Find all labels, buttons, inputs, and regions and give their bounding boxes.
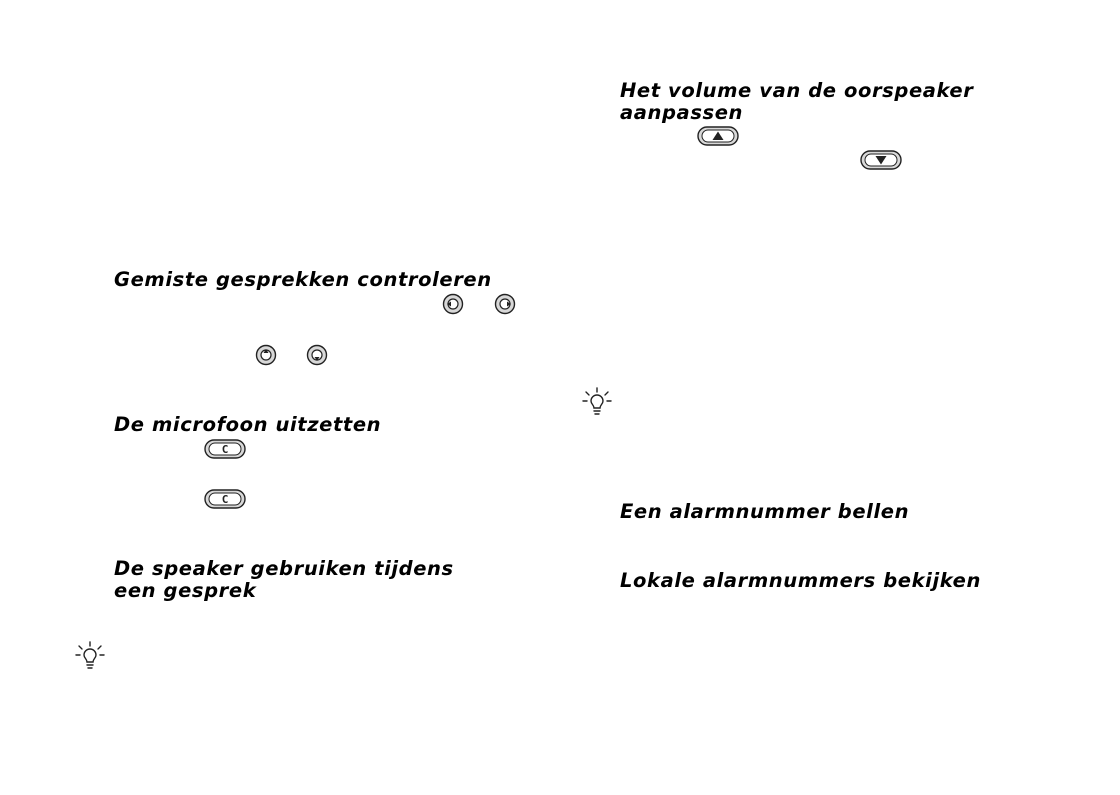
tip-lightbulb-icon <box>581 386 613 418</box>
nav-right-icon <box>494 293 516 315</box>
volume-up-key-icon <box>697 126 739 146</box>
c-key-icon <box>204 439 246 459</box>
volume-down-key-icon <box>860 150 902 170</box>
tip-lightbulb-icon <box>74 640 106 672</box>
heading-volume-line1: Het volume van de oorspeaker <box>620 79 974 102</box>
heading-speaker-line1: De speaker gebruiken tijdens <box>114 557 454 580</box>
heading-local-emergency-numbers: Lokale alarmnummers bekijken <box>620 569 981 592</box>
heading-emergency-call: Een alarmnummer bellen <box>620 500 910 523</box>
heading-missed-calls: Gemiste gesprekken controleren <box>114 268 492 291</box>
nav-up-icon <box>255 344 277 366</box>
svg-text:C: C <box>221 443 229 456</box>
nav-left-icon <box>442 293 464 315</box>
heading-volume-line2: aanpassen <box>620 101 744 124</box>
svg-text:C: C <box>221 493 229 506</box>
c-key-icon <box>204 489 246 509</box>
heading-speaker-line2: een gesprek <box>114 579 257 602</box>
heading-mic-off: De microfoon uitzetten <box>114 413 382 436</box>
nav-down-icon <box>306 344 328 366</box>
